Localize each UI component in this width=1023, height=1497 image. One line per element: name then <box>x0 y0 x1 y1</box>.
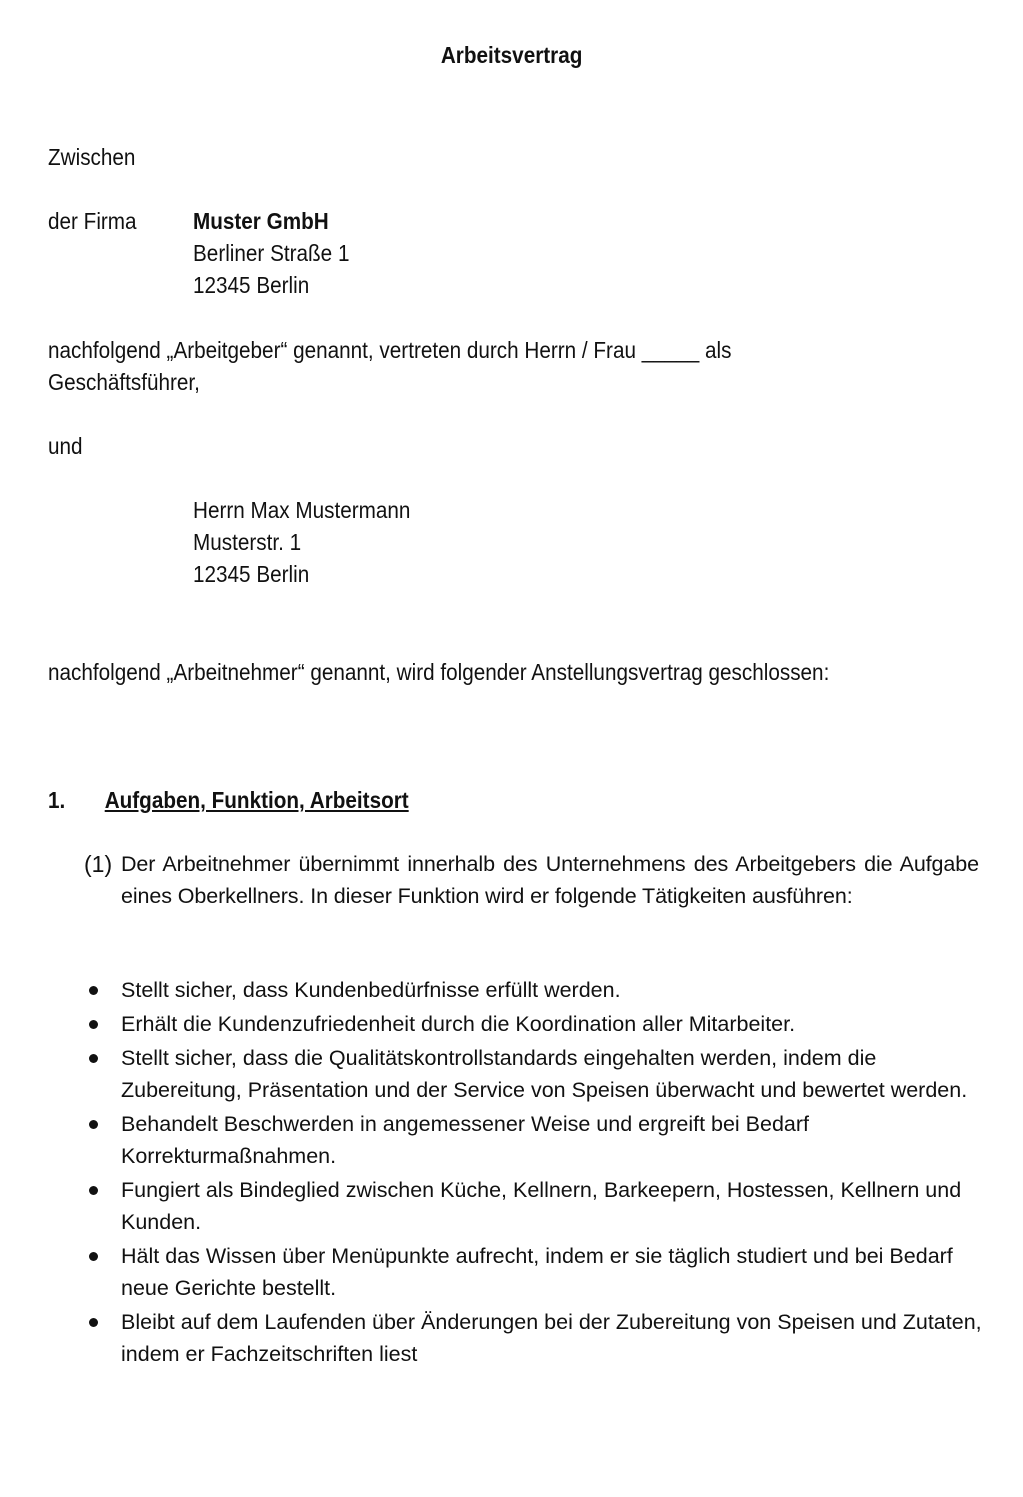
duties-list <box>84 974 984 1372</box>
list-item-text: Stellt sicher, dass Kundenbedürfnisse erfüllt werden. <box>121 978 621 1002</box>
list-item-text: Erhält die Kundenzufriedenheit durch die Koordination aller Mitarbeiter. <box>121 1012 796 1036</box>
bullet-icon <box>89 1120 98 1129</box>
und-label: und <box>48 433 83 459</box>
section-1-heading <box>48 784 409 816</box>
section-title: Aufgaben, Funktion, Arbeitsort <box>104 787 409 813</box>
list-item-text: Behandelt Beschwerden in angemessener Weise und ergreift bei Bedarf Korrekturmaßnahmen. <box>121 1112 810 1168</box>
employer-name: Muster GmbH <box>193 208 329 234</box>
list-item-text: Fungiert als Bindeglied zwischen Küche, Kellnern, Barkeepern, Hostessen, Kellnern und Kunden. <box>121 1178 962 1234</box>
paragraph-text: Der Arbeitnehmer übernimmt innerhalb des Unternehmens des Arbeitgebers die Aufgabe eines Oberkellners. In dieser Funktion wird er folgende Tätigkeiten ausführen: <box>121 852 979 908</box>
bullet-icon <box>89 1186 98 1195</box>
bullet-icon <box>89 1054 98 1063</box>
paragraph-number: (1) <box>84 851 113 877</box>
bullet-icon <box>89 986 98 995</box>
bullet-icon <box>89 1020 98 1029</box>
employee-note: nachfolgend „Arbeitnehmer“ genannt, wird folgender Anstellungsvertrag geschlossen: <box>48 659 830 685</box>
employer-note-line1: nachfolgend „Arbeitgeber“ genannt, vertreten durch Herrn / Frau _____ als <box>48 337 732 363</box>
list-item <box>84 974 984 1006</box>
employer-note-line2: Geschäftsführer, <box>48 369 200 395</box>
list-item-text: Bleibt auf dem Laufenden über Änderungen bei der Zubereitung von Speisen und Zutaten, indem er Fachzeitschriften liest <box>121 1310 982 1366</box>
employee-street: Musterstr. 1 <box>193 529 302 555</box>
bullet-icon <box>89 1318 98 1327</box>
employee-city: 12345 Berlin <box>193 561 310 587</box>
employer-street: Berliner Straße 1 <box>193 240 350 266</box>
bullet-icon <box>89 1252 98 1261</box>
document-title: Arbeitsvertrag <box>440 42 583 68</box>
section-number: 1. <box>48 787 66 813</box>
list-item <box>84 1174 984 1238</box>
list-item-text: Stellt sicher, dass die Qualitätskontrollstandards eingehalten werden, indem die Zubereitung, Präsentation und der Service von Speisen überwacht und bewertet werden. <box>121 1046 968 1102</box>
employee-name: Herrn Max Mustermann <box>193 497 411 523</box>
zwischen-label: Zwischen <box>48 144 136 170</box>
section-1-paragraph-1 <box>84 848 979 912</box>
list-item <box>84 1108 984 1172</box>
list-item <box>84 1240 984 1304</box>
employer-city: 12345 Berlin <box>193 272 310 298</box>
employer-label: der Firma <box>48 208 137 234</box>
list-item-text: Hält das Wissen über Menüpunkte aufrecht, indem er sie täglich studiert und bei Bedarf neue Gerichte bestellt. <box>121 1244 953 1300</box>
list-item <box>84 1042 984 1106</box>
list-item <box>84 1306 984 1370</box>
list-item <box>84 1008 984 1040</box>
